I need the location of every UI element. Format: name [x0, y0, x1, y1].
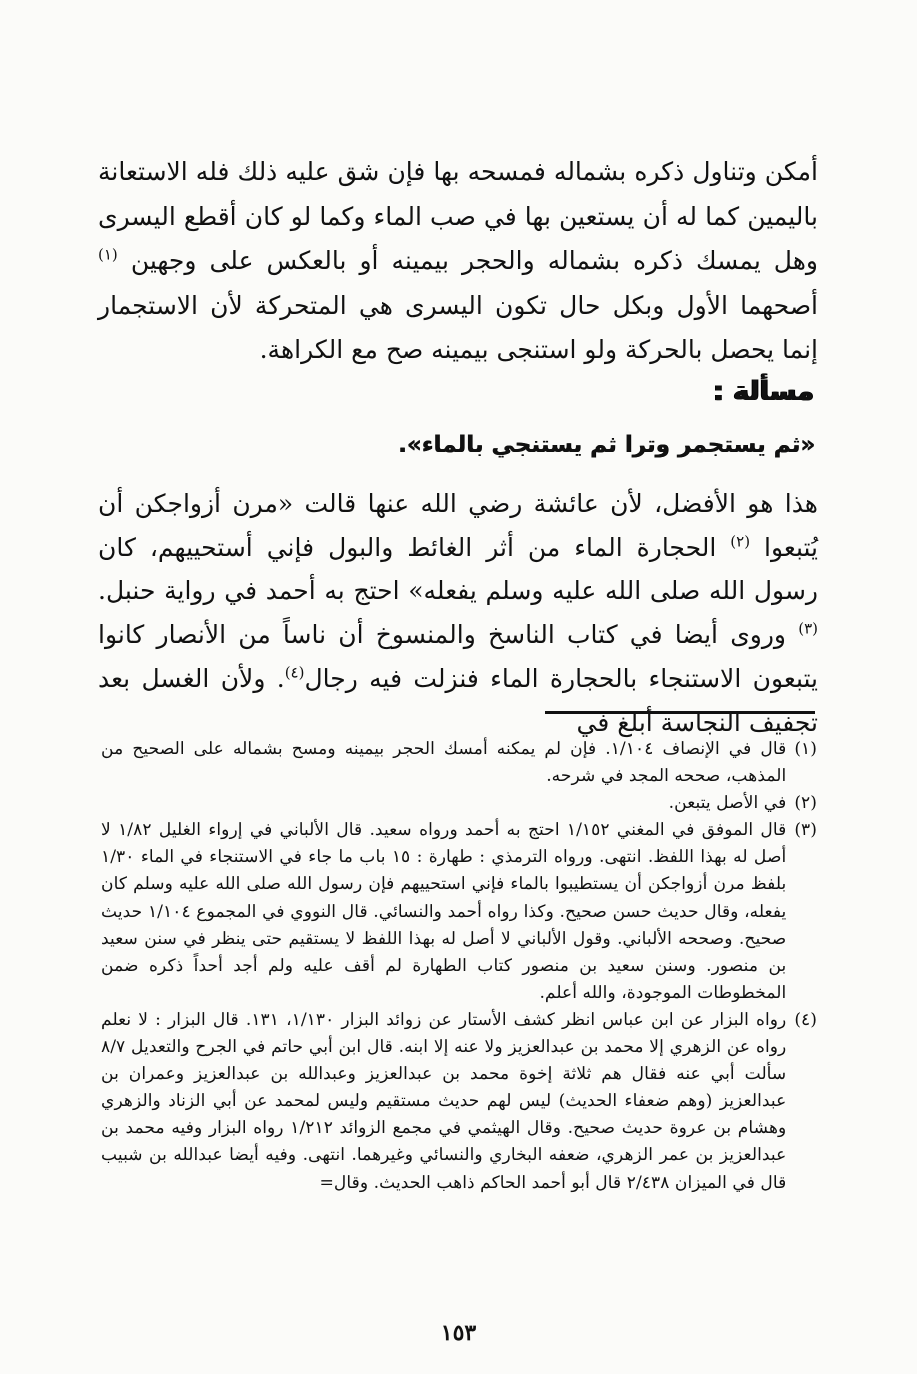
- footnote-3: [101, 817, 817, 1007]
- footnote-number: (٤): [794, 1009, 817, 1030]
- footnote-separator: [545, 711, 815, 714]
- footnote-4: [101, 1007, 817, 1197]
- quoted-text-line: «ثم يستجمر وترا ثم يستنجي بالماء».: [397, 432, 815, 458]
- second-paragraph-part-4: . ولأن الغسل بعد تجفيف النجاسة أبلغ في: [98, 663, 818, 737]
- footnote-text: قال في الإنصاف ١/١٠٤. فإن لم يمكنه أمسك الحجر بيمينه ومسح بشماله على الصحيح من المذهب، صححه المجد في شرحه.: [101, 739, 787, 787]
- footnote-1: [101, 736, 817, 790]
- second-paragraph-part-3: وروى أيضا في كتاب الناسخ والمنسوخ أن ناساً من الأنصار كانوا يتبعون الاستنجاء بالحجارة الماء فنزلت فيه رجال: [98, 620, 818, 693]
- issue-heading: مسألة :: [712, 376, 814, 407]
- second-paragraph-part-2: الحجارة الماء من أثر الغائط والبول فإني أستحييهم، كان رسول الله صلى الله عليه وسلم يفعله» احتج به أحمد في رواية حنبل.: [98, 532, 818, 606]
- second-paragraph-part-1: هذا هو الأفضل، لأن عائشة رضي الله عنها قالت «مرن أزواجكن أن يُتبعوا: [98, 489, 818, 562]
- footnote-text: في الأصل يتبعن.: [668, 793, 787, 814]
- footnote-ref-1: (١): [98, 245, 118, 264]
- footnote-ref-4: (٤): [284, 663, 305, 682]
- main-paragraph-text-1: أمكن وتناول ذكره بشماله فمسحه بها فإن شق عليه ذلك فله الاستعانة باليمين كما له أن يستعين بها في صب الماء وكما لو كان أقطع اليسرى وهل يمسك ذكره بشماله والحجر بيمينه أو بالعكس على وجهين: [98, 157, 819, 275]
- footnote-2: [101, 790, 817, 817]
- page-number: ١٥٣: [440, 1320, 477, 1346]
- footnote-text: قال الموفق في المغني ١/١٥٢ احتج به أحمد ورواه سعيد. قال الألباني في إرواء الغليل ١/٨٢ لا أصل له بهذا اللفظ. انتهى. ورواه الترمذي : طهارة : ١٥ باب ما جاء في الاستنجاء في الماء ١/٣٠ بلفظ مرن أزواجكن أن يستطيبوا بالماء فإني استحييهم فإن رسول الله صلى الله عليه وسلم كان يفعله، وقال حديث حسن صحيح. وكذا رواه أحمد والنسائي. قال النووي في المجموع ١/١٠٤ حديث صحيح. وصححه الألباني. وقول الألباني لا أصل له بهذا اللفظ لا يستقيم حتى ينظر في سنن سعيد بن منصور. وسنن سعيد بن منصور كتاب الطهارة لم أقف عليه ولم أجد أحداً ذكره ضمن المخطوطات الموجودة، والله أعلم.: [101, 820, 787, 1003]
- footnote-number: (٣): [794, 820, 817, 841]
- footnote-ref-3: (٣): [798, 619, 819, 638]
- footnotes: [101, 736, 817, 1197]
- footnote-number: (٢): [794, 793, 817, 814]
- main-paragraph-text-2: أصحهما الأول وبكل حال تكون اليسرى هي المتحركة لأن الاستجمار إنما يحصل بالحركة ولو استنجى بيمينه صح مع الكراهة.: [98, 290, 818, 364]
- main-paragraph: [98, 150, 818, 373]
- footnote-ref-2: (٢): [730, 532, 751, 551]
- footnote-number: (١): [794, 739, 817, 759]
- second-paragraph: [98, 482, 818, 744]
- footnote-text: رواه البزار عن ابن عباس انظر كشف الأستار عن زوائد البزار ١/١٣٠، ١٣١. قال البزار : لا نعلم رواه عن الزهري إلا محمد بن عبدالعزيز ولا عنه إلا ابنه. قال ابن أبي حاتم في الجرح والتعديل ٨/٧ سألت أبي عنه فقال هم ثلاثة إخوة محمد بن عبدالعزيز وعبدالله بن عبدالعزيز وعمران بن عبدالعزيز (وهم ضعفاء الحديث) ليس لهم حديث مستقيم وليس لمحمد عن أبي الزناد والزهري وهشام بن عروة حديث صحيح. وقال الهيثمي في مجمع الزوائد ١/٢١٢ رواه البزار وفيه محمد بن عبدالعزيز بن عمر الزهري، ضعفه البخاري والنسائي وغيرهما. انتهى. وفيه أيضا عبدالله بن شبيب قال في الميزان ٢/٤٣٨ قال أبو أحمد الحاكم ذاهب الحديث. وقال=: [101, 1009, 787, 1193]
